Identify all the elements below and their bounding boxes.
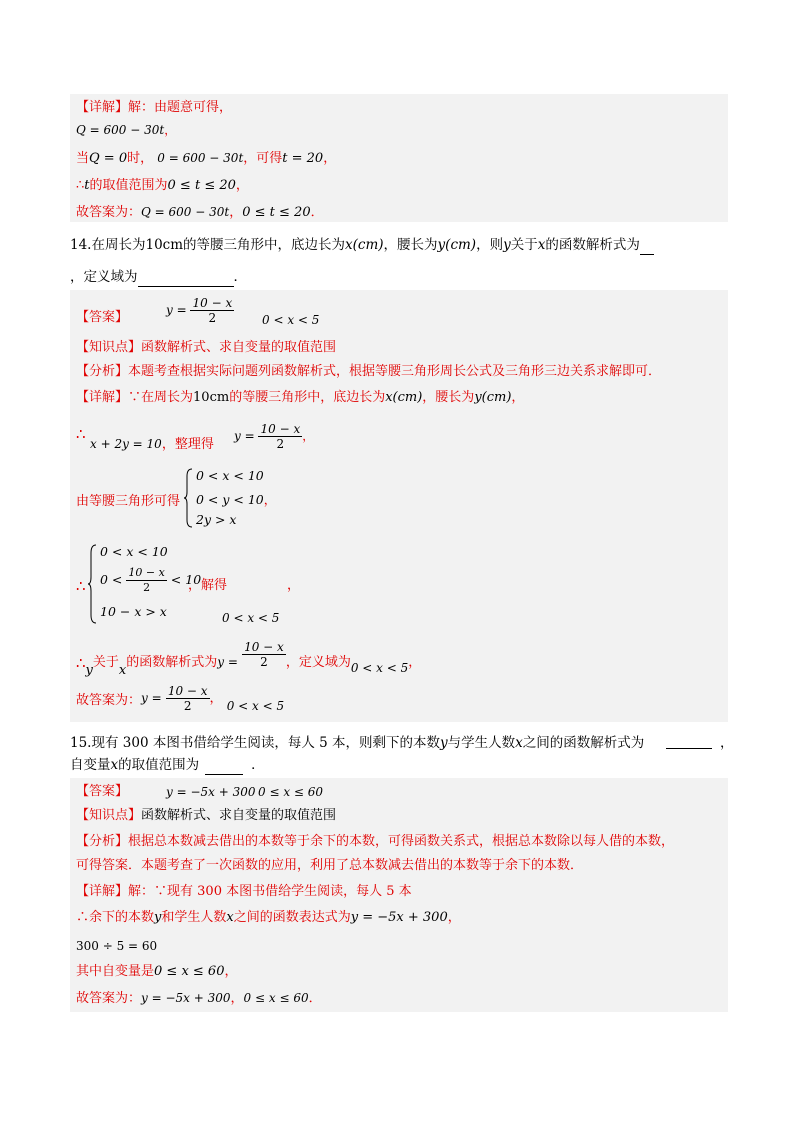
brace-icon (88, 544, 98, 624)
q15-final-line: 故答案为：y = −5x + 300，0 ≤ x ≤ 60． (76, 991, 322, 1006)
q13-range-line: ∴t的取值范围为0 ≤ t ≤ 20， (76, 178, 249, 193)
q15-analysis-line: 【分析】根据总本数减去借出的本数等于余下的本数，可得函数关系式，根据总本数除以每人借的本数， (76, 834, 675, 849)
q14-answer-line: 【答案】 (76, 310, 129, 325)
q15-division-line: 300 ÷ 5 = 60 (76, 939, 158, 953)
q15-knowledge-line: 【知识点】函数解析式、求自变量的取值范围 (76, 808, 337, 823)
q14-sum-line: ∴ (76, 425, 86, 443)
q15-therefore-line: ∴余下的本数y和学生人数x之间的函数表达式为y = −5x + 300， (76, 910, 461, 925)
q14-knowledge-line: 【知识点】函数解析式、求自变量的取值范围 (76, 340, 337, 355)
q15-question-line1: 15.现有 300 本图书借给学生阅读，每人 5 本，则剩下的本数y与学生人数x之间的函数解析式为 (70, 735, 645, 751)
q14-solve-result: 0 < x < 5 (222, 611, 280, 625)
brace-icon (184, 468, 194, 528)
q14-question-line2: ，定义域为 ． (70, 269, 247, 285)
q15-detail-line: 【详解】解：∵现有 300 本图书借给学生阅读，每人 5 本 (76, 884, 412, 899)
q15-analysis-line2: 可得答案．本题考查了一次函数的应用，利用了总本数减去借出的本数等于余下的本数． (76, 858, 584, 873)
q14-answer-domain: 0 < x < 5 (262, 313, 320, 327)
q14-question-line1: 14.在周长为10cm的等腰三角形中，底边长为x(cm)，腰长为y(cm)，则y关于x的函数解析式为 (70, 236, 654, 255)
q14-organize-expr: y = $\frac{10 - x}{2}$ ， (234, 422, 315, 451)
q14-system2-line: ∴ (76, 577, 86, 595)
detail-intro: 解：由题意可得， (128, 100, 233, 115)
q13-detail-line (76, 100, 232, 116)
q14-detail-line: 【详解】∵在周长为10cm的等腰三角形中，底边长为x(cm)，腰长为y(cm)， (76, 390, 525, 405)
detail-label: 【详解】 (76, 100, 129, 115)
q14-isosceles-line: 由等腰三角形可得 (76, 494, 181, 509)
q13-when-line: 当Q = 0时， 0 = 600 − 30t，可得t = 20， (76, 151, 337, 166)
q15-question-line2: 自变量x的取值范围为 ． (70, 757, 265, 773)
q14-conclusion: ∴y关于x的函数解析式为y = $\frac{10 - x}{2}$ ，定义域为0 < x < 5， (76, 640, 422, 678)
q15-answer-line: 【答案】 (76, 784, 129, 799)
q14-final-answer: 故答案为：y = $\frac{10 - x}{2}$ ， 0 < x < 5 (76, 684, 285, 713)
range-blank (205, 756, 243, 775)
q14-analysis-line: 【分析】本题考查根据实际问题列函数解析式，根据等腰三角形周长公式及三角形三边关系求解即可． (76, 364, 662, 379)
q14-system2: 0 < x < 10 0 < $\frac{10 - x}{2}$ < 10 10 − x > x (88, 542, 198, 624)
answer-blank (640, 236, 654, 255)
q13-answer-line: 故答案为：Q = 600 − 30t，0 ≤ t ≤ 20． (76, 205, 324, 220)
q14-answer-expr: y = $\frac{10 - x}{2}$ (166, 296, 233, 325)
q14-solve: ，解得 ， (188, 578, 301, 593)
eq-q: Q = 600 − 30t (76, 123, 165, 137)
q15-indep-line: 其中自变量是0 ≤ x ≤ 60， (76, 964, 238, 979)
q13-eq1-line: Q = 600 − 30t， (76, 123, 177, 137)
q14-system1: 0 < x < 10 0 < y < 10， 2y > x (184, 466, 274, 530)
domain-blank (138, 268, 234, 287)
q15-answer-blank (666, 734, 712, 749)
